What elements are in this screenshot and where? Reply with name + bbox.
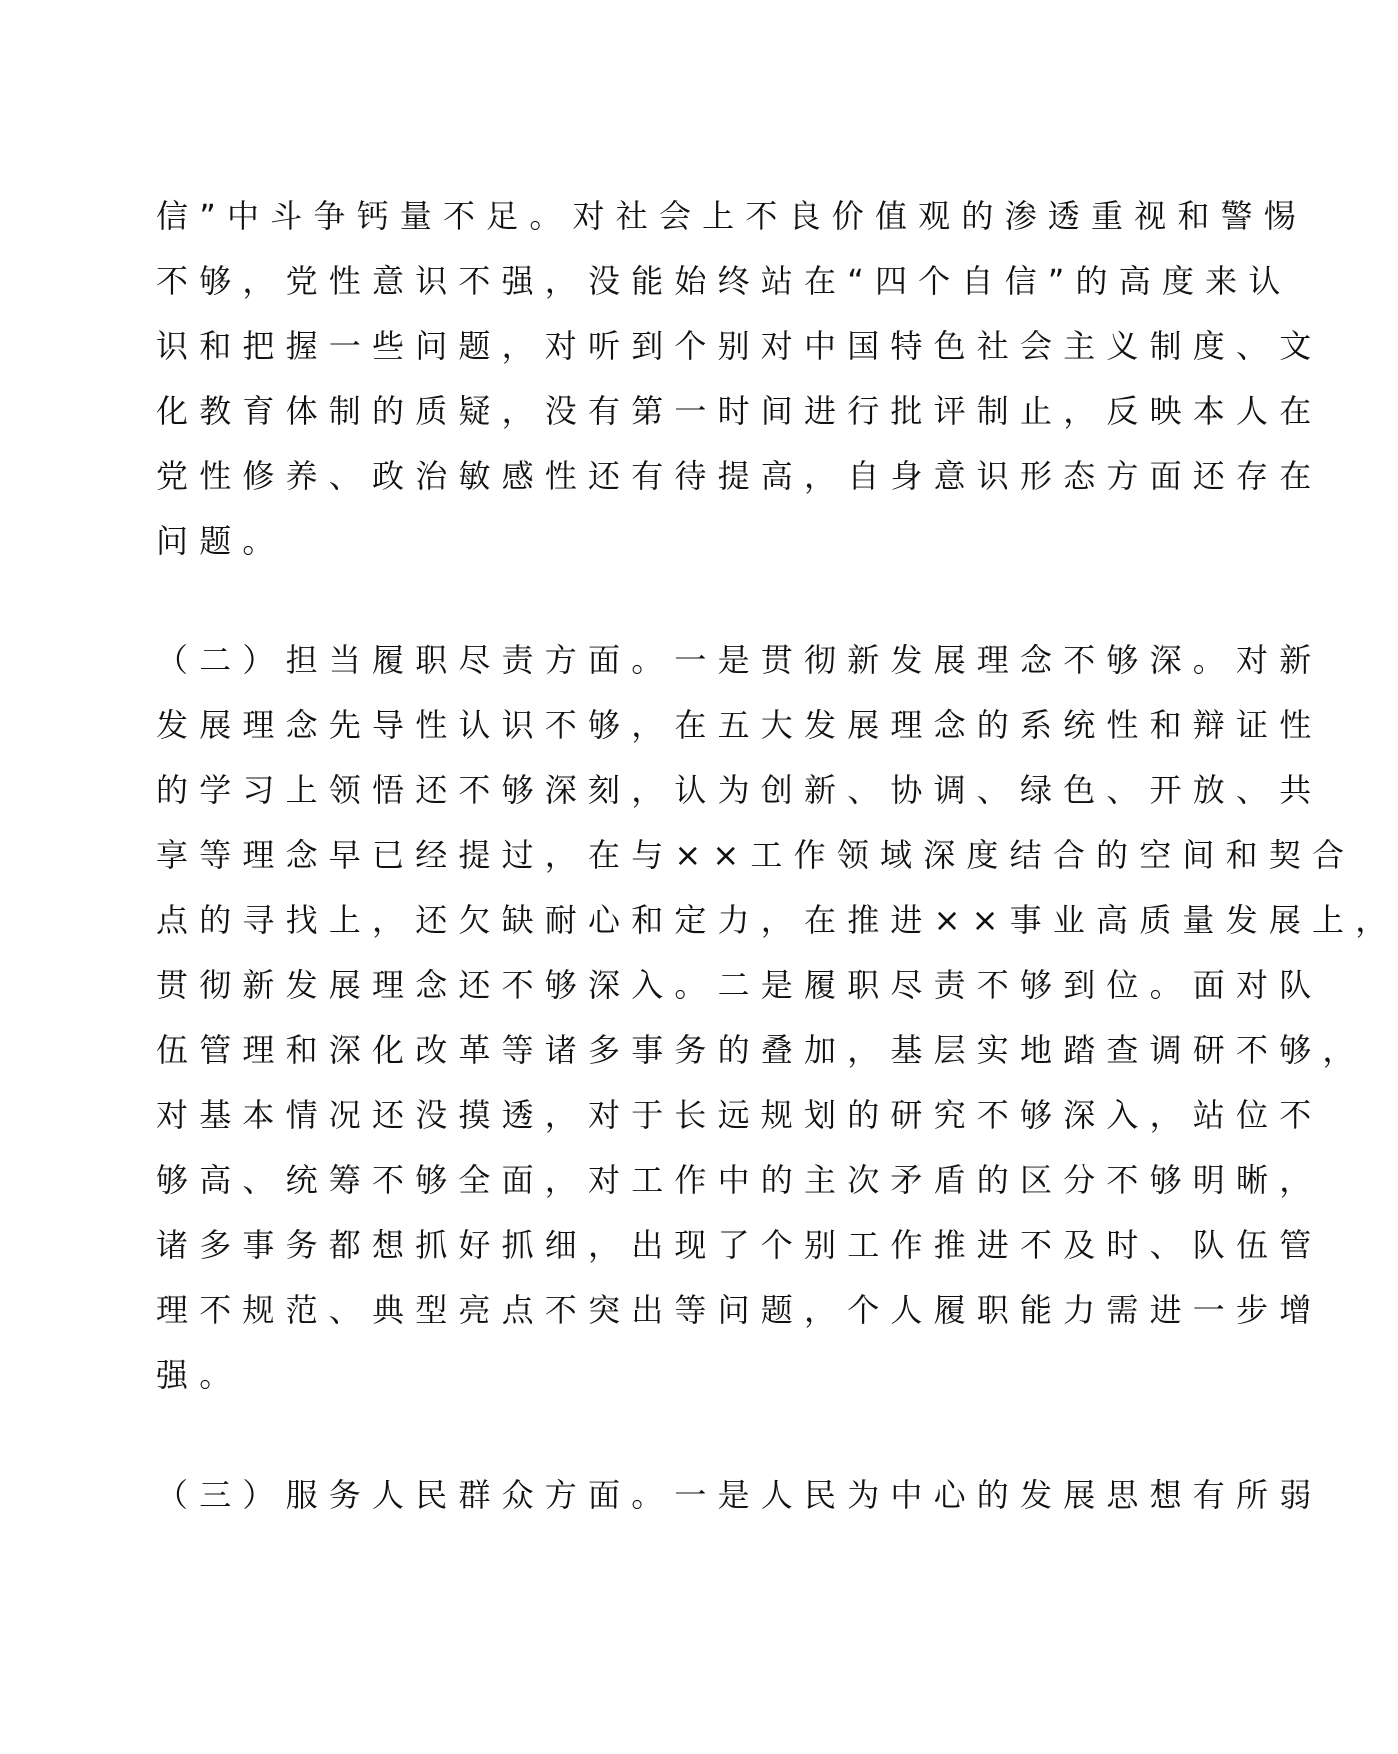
text-line: 的学习上领悟还不够深刻，认为创新、协调、绿色、开放、共 [156,771,1323,809]
text-line: （三）服务人民群众方面。一是人民为中心的发展思想有所弱 [156,1476,1323,1514]
text-line: 问题。 [156,522,286,560]
paragraph-serving-people [156,1463,1323,1528]
text-line: 不够，党性意识不强，没能始终站在“四个自信”的高度来认 [156,262,1292,300]
text-line: 享等理念早已经提过，在与××工作领域深度结合的空间和契合 [156,836,1356,874]
text-line: 贯彻新发展理念还不够深入。二是履职尽责不够到位。面对队 [156,966,1323,1004]
text-line: 理不规范、典型亮点不突出等问题，个人履职能力需进一步增 [156,1291,1323,1329]
paragraph-ideology [156,184,1323,574]
text-line: 伍管理和深化改革等诸多事务的叠加，基层实地踏查调研不够， [156,1031,1366,1069]
text-line: 化教育体制的质疑，没有第一时间进行批评制止，反映本人在 [156,392,1323,430]
text-line: 党性修养、政治敏感性还有待提高，自身意识形态方面还存在 [156,457,1323,495]
text-line: 强。 [156,1356,243,1394]
text-line: 点的寻找上，还欠缺耐心和定力，在推进××事业高质量发展上， [156,901,1398,939]
text-line: 信”中斗争钙量不足。对社会上不良价值观的渗透重视和警惕 [156,197,1307,235]
text-line: （二）担当履职尽责方面。一是贯彻新发展理念不够深。对新 [156,641,1323,679]
text-line: 对基本情况还没摸透，对于长远规划的研究不够深入，站位不 [156,1096,1323,1134]
text-line: 识和把握一些问题，对听到个别对中国特色社会主义制度、文 [156,327,1323,365]
paragraph-duty-performance [156,628,1398,1408]
text-line: 够高、统筹不够全面，对工作中的主次矛盾的区分不够明晰， [156,1161,1323,1199]
text-line: 诸多事务都想抓好抓细，出现了个别工作推进不及时、队伍管 [156,1226,1323,1264]
text-line: 发展理念先导性认识不够，在五大发展理念的系统性和辩证性 [156,706,1323,744]
